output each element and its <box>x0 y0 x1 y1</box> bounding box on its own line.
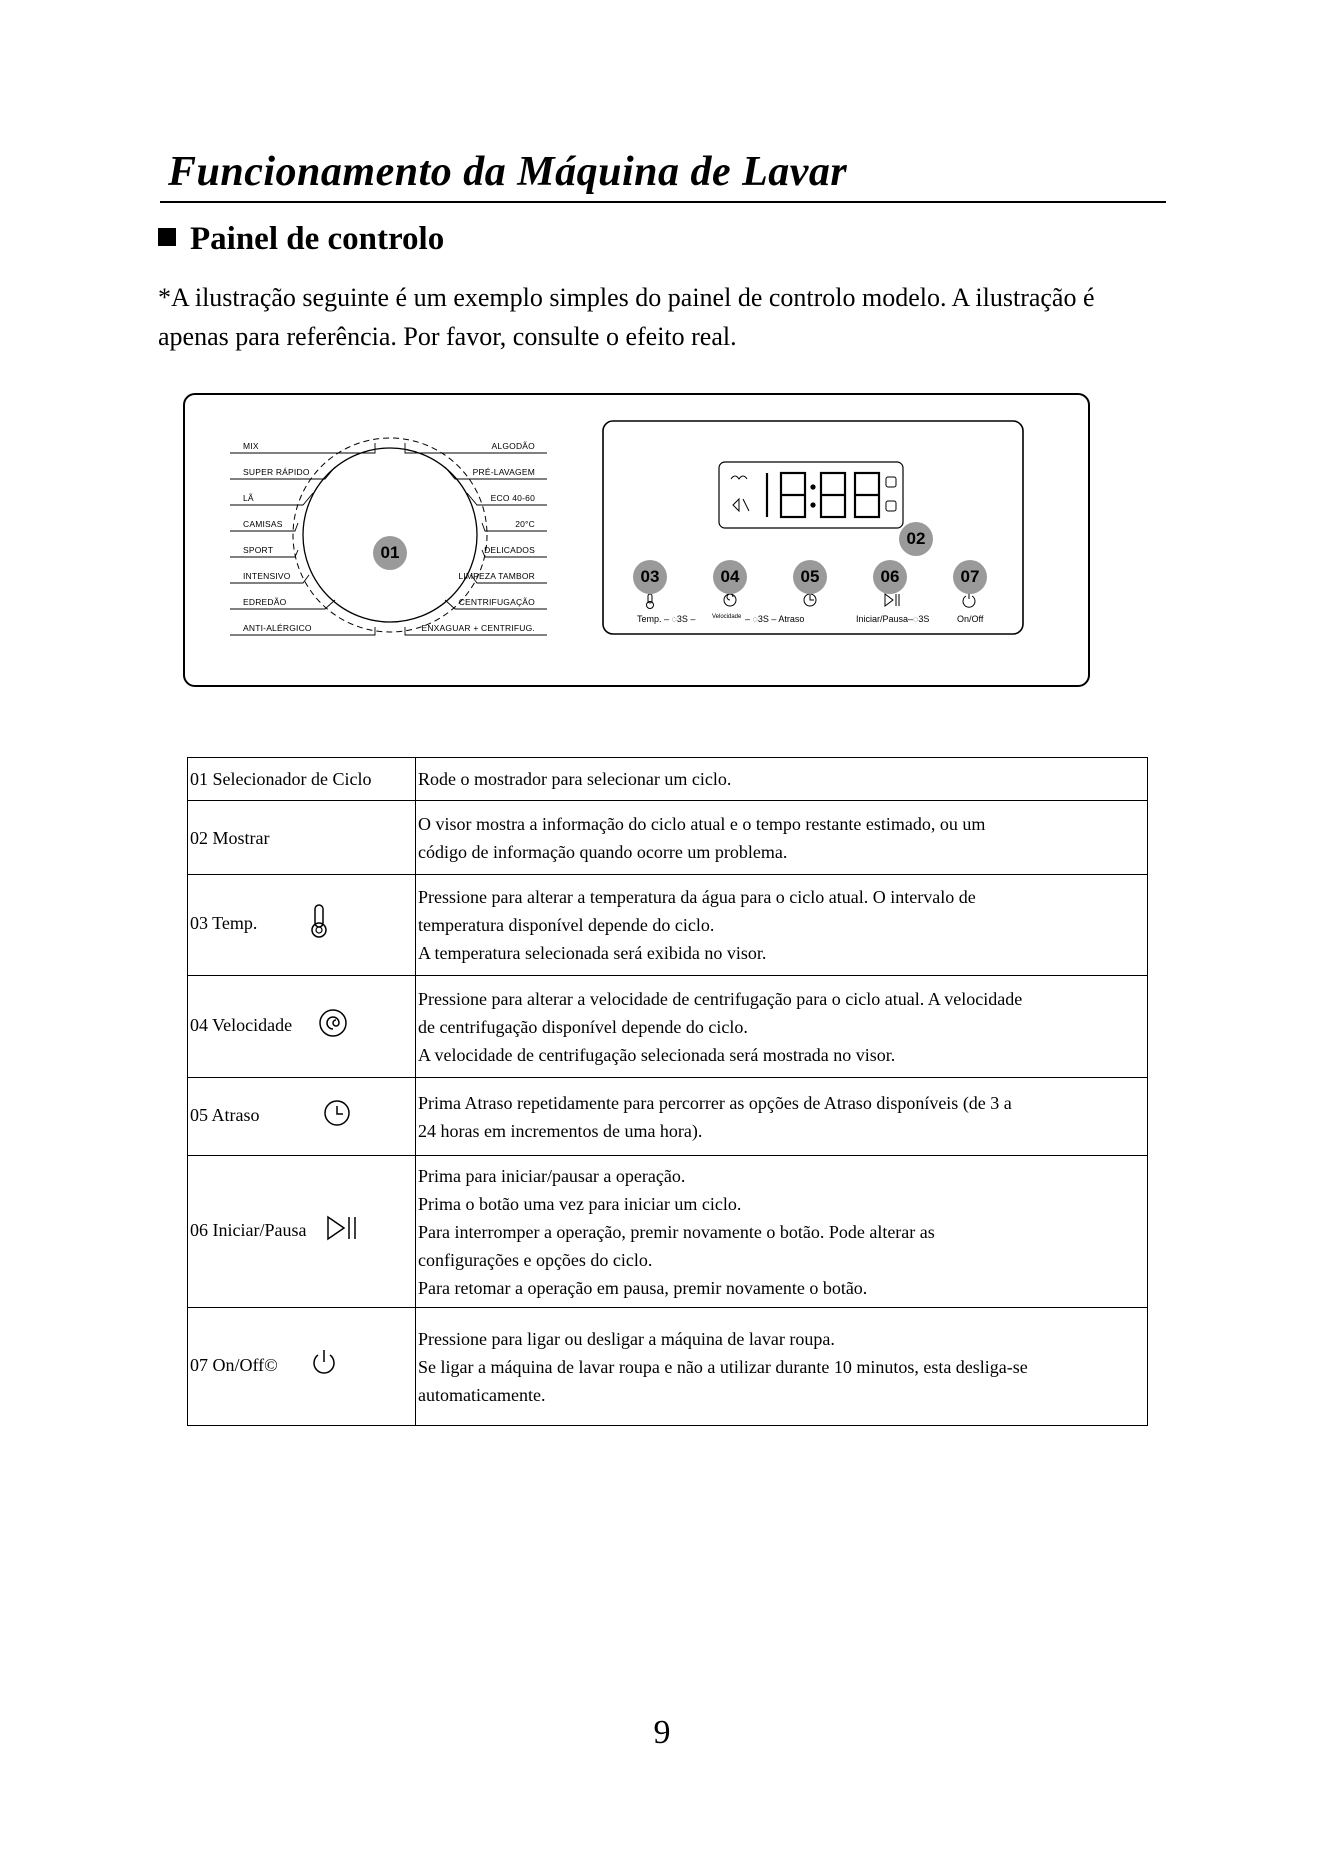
program-label: LIMPEZA TAMBOR <box>458 571 535 581</box>
callout-badge-02: 02 <box>899 522 933 556</box>
table-row <box>188 1156 1148 1308</box>
program-label: CAMISAS <box>243 519 283 529</box>
program-label: EDREDÃO <box>243 597 287 607</box>
caption-power: On/Off <box>957 614 984 624</box>
controls-table <box>187 757 1148 1426</box>
caption-delay: – ◌3S – Atraso <box>745 614 805 624</box>
program-label: SPORT <box>243 545 274 555</box>
program-label: ENXAGUAR + CENTRIFUG. <box>421 623 535 633</box>
control-name: 01 Selecionador de Ciclo <box>188 758 416 801</box>
control-description: O visor mostra a informação do ciclo atual e o tempo restante estimado, ou um código de informação quando ocorre um problema. <box>416 801 1148 875</box>
control-name: 02 Mostrar <box>188 801 416 875</box>
control-description: Rode o mostrador para selecionar um ciclo. <box>416 758 1148 801</box>
control-description: Pressione para ligar ou desligar a máquina de lavar roupa. Se ligar a máquina de lavar roupa e não a utilizar durante 10 minutos, esta desliga-se automaticamente. <box>416 1308 1148 1426</box>
caption-start-pause: Iniciar/Pausa–◌3S <box>856 614 930 624</box>
table-row <box>188 1078 1148 1156</box>
intro-paragraph: *A ilustração seguinte é um exemplo simples do painel de controlo modelo. A ilustração é apenas para referência. Por favor, consulte o efeito real. <box>158 283 1095 351</box>
control-description: Prima para iniciar/pausar a operação. Prima o botão uma vez para iniciar um ciclo. Para interromper a operação, premir novamente o botão. Pode alterar as configurações e opções do ciclo. Para retomar a operação em pausa, premir novamente o botão. <box>416 1156 1148 1308</box>
control-description: Prima Atraso repetidamente para percorrer as opções de Atraso disponíveis (de 3 a 24 horas em incrementos de uma hora). <box>416 1078 1148 1156</box>
table-row <box>188 976 1148 1078</box>
page-number: 9 <box>653 1714 671 1751</box>
callout-badge-07: 07 <box>953 560 987 594</box>
caption-speed: Velocidade <box>712 614 742 620</box>
control-description: Pressione para alterar a temperatura da água para o ciclo atual. O intervalo de temperatura disponível depende do ciclo. A temperatura selecionada será exibida no visor. <box>416 875 1148 976</box>
program-label: INTENSIVO <box>243 571 291 581</box>
control-name: 06 Iniciar/Pausa <box>188 1156 416 1308</box>
spin-speed-icon <box>317 1007 349 1047</box>
callout-badge-04: 04 <box>713 560 747 594</box>
child-lock-icon <box>886 477 896 487</box>
program-label: MIX <box>243 441 259 451</box>
program-label: DELICADOS <box>484 545 535 555</box>
program-label: 20°C <box>515 519 535 529</box>
program-label: ANTI-ALÉRGICO <box>243 623 312 633</box>
table-row <box>188 801 1148 875</box>
callout-badge-05: 05 <box>793 560 827 594</box>
door-lock-icon <box>886 501 896 511</box>
power-icon <box>310 1348 338 1386</box>
thermometer-icon <box>308 903 330 947</box>
caption-temp: Temp. – ◌3S – <box>637 614 696 624</box>
table-row <box>188 758 1148 801</box>
title-underline <box>160 201 1166 203</box>
program-label: PRÉ-LAVAGEM <box>472 467 535 477</box>
control-description: Pressione para alterar a velocidade de centrifugação para o ciclo atual. A velocidade de centrifugação disponível depende do ciclo. A velocidade de centrifugação selecionada será mostrada no visor. <box>416 976 1148 1078</box>
page-title: Funcionamento da Máquina de Lavar <box>168 149 848 195</box>
program-label: SUPER RÁPIDO <box>243 467 310 477</box>
control-name: 03 Temp. <box>188 875 416 976</box>
program-label: CENTRIFUGAÇÃO <box>458 597 535 607</box>
program-label: ALGODÃO <box>491 441 535 451</box>
callout-badge-01: 01 <box>373 536 407 570</box>
control-name: 05 Atraso <box>188 1078 416 1156</box>
callout-badge-06: 06 <box>873 560 907 594</box>
table-row <box>188 1308 1148 1426</box>
section-heading <box>158 221 444 258</box>
square-bullet-icon <box>158 228 176 246</box>
clock-icon <box>322 1098 352 1136</box>
control-panel-illustration <box>183 393 1090 687</box>
callout-badge-03: 03 <box>633 560 667 594</box>
table-row <box>188 875 1148 976</box>
section-title: Painel de controlo <box>190 221 445 257</box>
lcd-digits <box>767 473 879 517</box>
wash-icon <box>731 476 747 479</box>
mute-icon <box>733 499 749 511</box>
panel-drawing <box>185 395 1088 685</box>
program-label: LÃ <box>243 493 254 503</box>
control-name: 07 On/Off© <box>188 1308 416 1426</box>
play-pause-icon <box>325 1214 359 1250</box>
program-label: ECO 40-60 <box>490 493 535 503</box>
control-name: 04 Velocidade <box>188 976 416 1078</box>
